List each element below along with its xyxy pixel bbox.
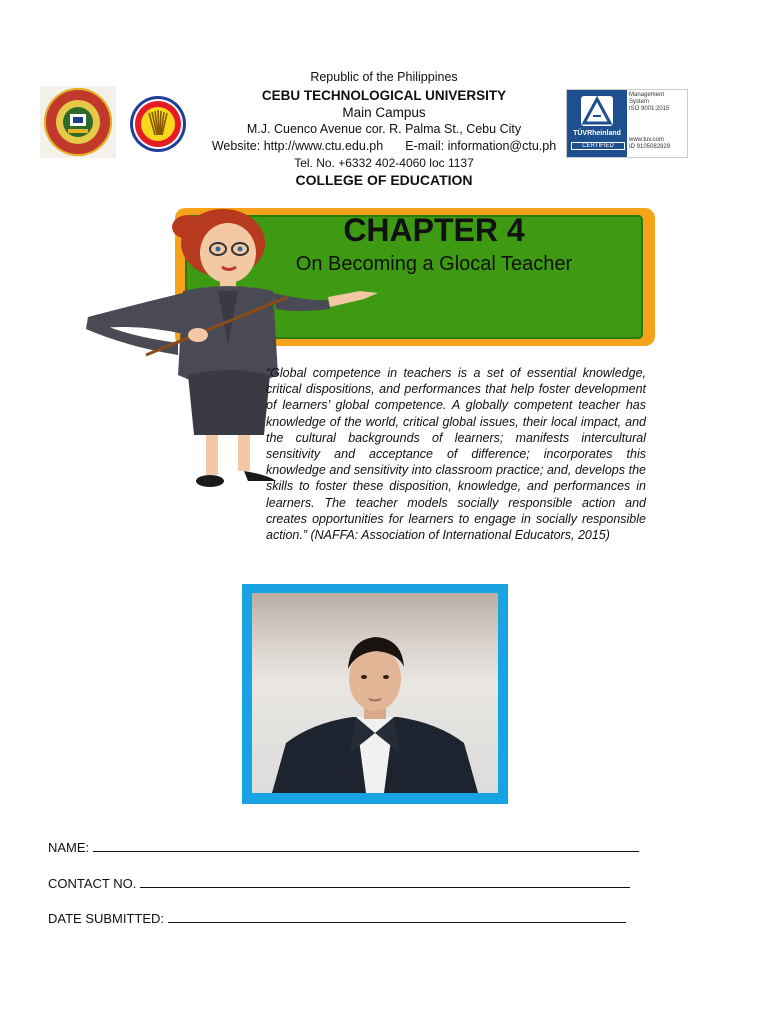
date-blank[interactable] xyxy=(168,910,626,923)
tuv-small-2: ID 9105082829 xyxy=(629,144,671,150)
tuv-line-1: Management xyxy=(629,92,665,98)
quote-source: (NAFFA: Association of International Educators, 2015) xyxy=(307,528,610,543)
college-name: COLLEGE OF EDUCATION xyxy=(295,172,473,188)
website-link[interactable]: Website: http://www.ctu.edu.ph xyxy=(211,139,384,153)
name-field xyxy=(48,839,639,855)
contact-line xyxy=(0,139,768,153)
tuv-line-3: ISO 9001:2015 xyxy=(629,106,670,112)
name-blank[interactable] xyxy=(93,839,639,852)
quote-block xyxy=(266,365,646,543)
student-photo xyxy=(252,593,498,793)
tuv-brand: TÜVRheinland xyxy=(573,130,621,137)
chapter-title: CHAPTER 4 xyxy=(343,212,525,248)
quote-text: “Global competence in teachers is a set of essential knowledge, critical dispositions, and performances that help foster development of learners’ global competence. A globally competent teacher has knowledge of the world, critical global issues, their local impact, and the cultural backgrounds of learners; manifests intercultural sensitivity and acceptance of difference; incorporates this knowledge and sensitivity into classroom practice; and, develops the skills to foster these disposition, knowledge, and performances in learners. The teacher models socially responsible action and creates opportunities for learners to engage in socially responsible action.” xyxy=(266,366,646,543)
email-link[interactable]: E-mail: information@ctu.ph xyxy=(405,139,557,153)
telephone-line: Tel. No. +6332 402-4060 loc 1137 xyxy=(294,156,474,170)
tuv-small-1: www.tuv.com xyxy=(629,137,664,143)
chapter-subtitle: On Becoming a Glocal Teacher xyxy=(295,253,573,275)
campus-name: Main Campus xyxy=(342,105,426,120)
contact-blank[interactable] xyxy=(140,875,630,888)
date-label: DATE SUBMITTED: xyxy=(48,911,165,926)
republic-line: Republic of the Philippines xyxy=(310,70,458,84)
address-line: M.J. Cuenco Avenue cor. R. Palma St., Cebu City xyxy=(246,122,522,136)
tuv-line-2: System xyxy=(629,99,650,105)
date-field xyxy=(48,910,626,926)
university-name: CEBU TECHNOLOGICAL UNIVERSITY xyxy=(261,88,507,103)
contact-label: CONTACT NO. xyxy=(48,876,137,891)
student-photo-frame xyxy=(242,584,508,804)
contact-field xyxy=(48,875,630,891)
tuv-certified: CERTIFIED xyxy=(571,142,625,150)
name-label: NAME: xyxy=(48,840,90,855)
